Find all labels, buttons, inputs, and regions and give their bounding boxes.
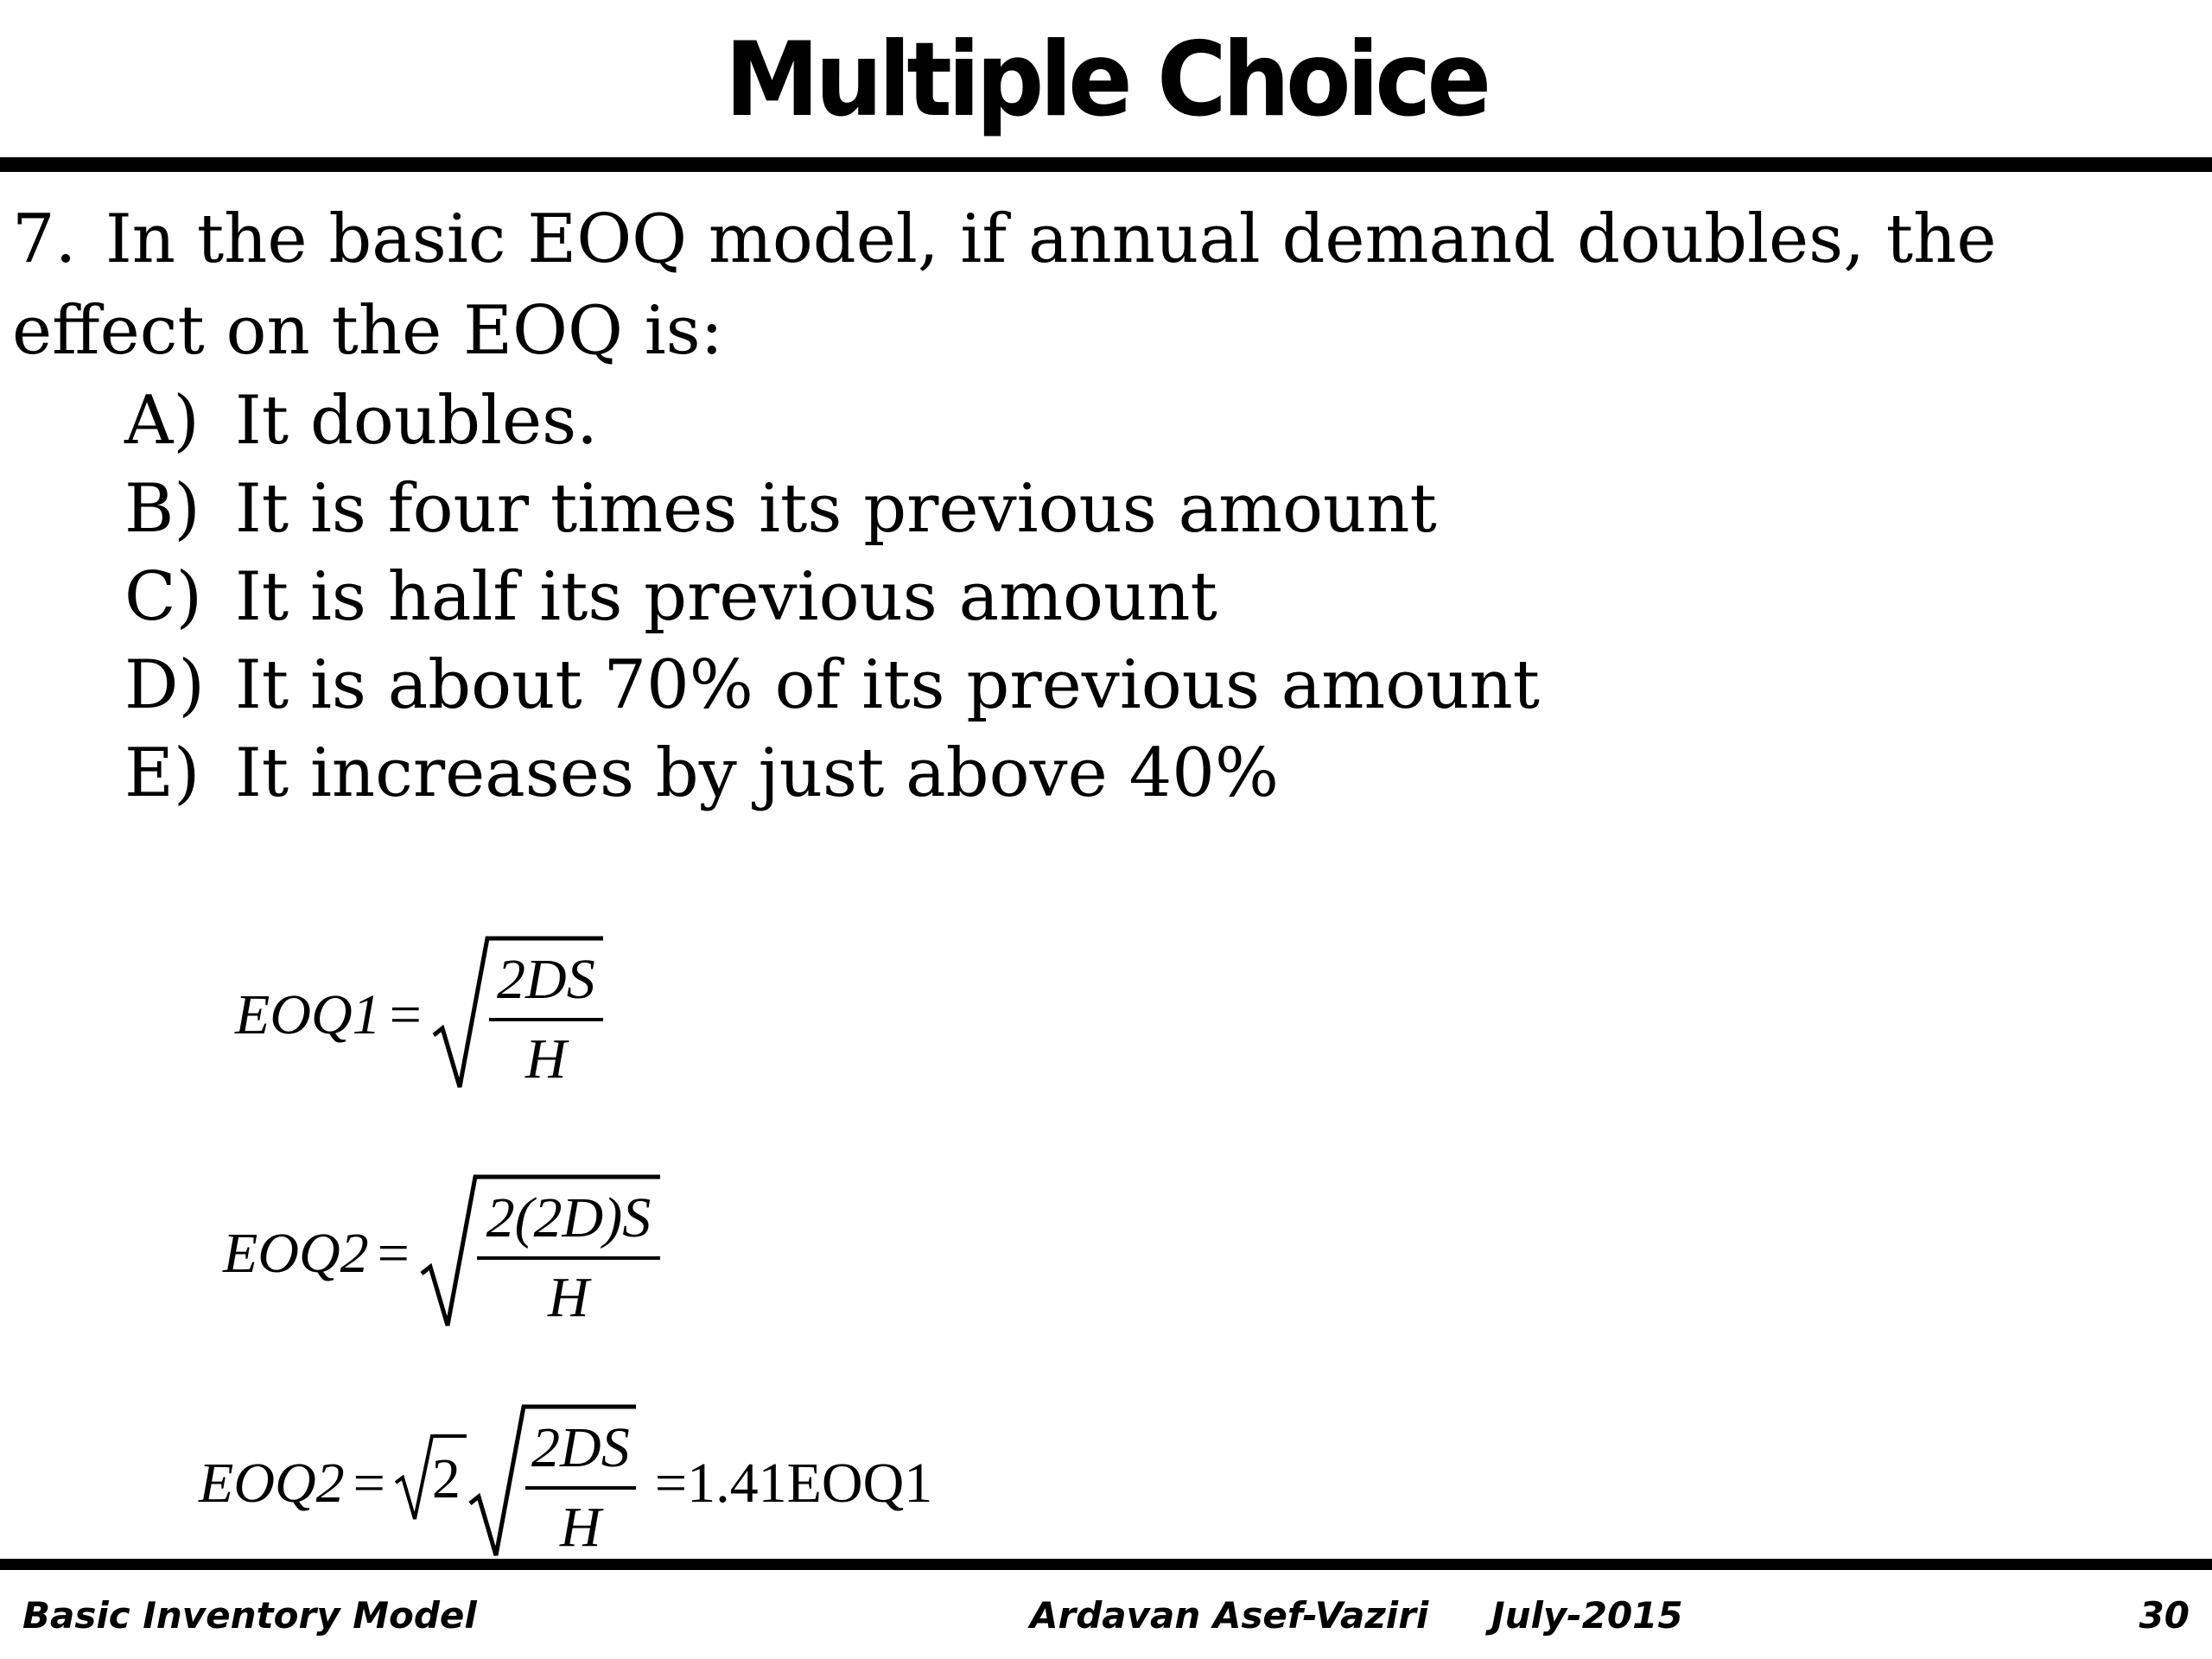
- formula-lhs: EOQ1: [235, 983, 381, 1046]
- denominator: H: [548, 1266, 589, 1329]
- option-b: [124, 465, 1540, 553]
- fraction: [489, 945, 603, 1094]
- option-letter: D): [124, 646, 205, 724]
- option-letter: E): [124, 734, 200, 812]
- fraction: [525, 1414, 636, 1562]
- option-letter: C): [124, 558, 203, 636]
- option-text: It doubles.: [235, 382, 598, 460]
- footer-divider: [0, 1559, 2212, 1570]
- formula-lhs: EOQ2: [223, 1222, 369, 1285]
- option-letter: A): [124, 382, 200, 460]
- formula-lhs: EOQ2: [199, 1452, 345, 1515]
- formula-rhs: =1.41EOQ1: [654, 1452, 933, 1515]
- option-text: It is four times its previous amount: [235, 470, 1437, 548]
- option-text: It is half its previous amount: [235, 558, 1217, 636]
- answer-options: [124, 377, 1540, 817]
- numerator: 2DS: [497, 948, 595, 1011]
- equals-sign: =: [353, 1452, 385, 1515]
- numerator: 2DS: [531, 1416, 630, 1479]
- square-root: [467, 1402, 636, 1566]
- option-text: It increases by just above 40%: [235, 734, 1279, 812]
- root-value: 2: [431, 1447, 461, 1510]
- option-text: It is about 70% of its previous amount: [235, 646, 1541, 724]
- option-e: [124, 729, 1540, 817]
- formula-eoq2-simplified: [199, 1402, 932, 1566]
- question: [12, 194, 2190, 377]
- formula-eoq2: [223, 1172, 660, 1336]
- denominator: H: [525, 1027, 567, 1090]
- page-number: 30: [2139, 1594, 2190, 1637]
- title-divider: [0, 157, 2212, 172]
- fraction-bar: [489, 1018, 603, 1021]
- slide-title: Multiple Choice: [724, 19, 1488, 140]
- equals-sign: =: [377, 1222, 410, 1285]
- question-number: 7.: [12, 200, 77, 278]
- option-d: [124, 641, 1540, 729]
- denominator: H: [560, 1496, 601, 1559]
- question-text: In the basic EOQ model, if annual demand doubles, the effect on the EOQ is:: [12, 200, 1997, 370]
- fraction-bar: [525, 1486, 636, 1490]
- fraction: [477, 1184, 660, 1332]
- formula-eoq1: [235, 933, 603, 1097]
- fraction-bar: [477, 1256, 660, 1260]
- footer-date: July-2015: [1491, 1594, 1683, 1637]
- option-a: [124, 377, 1540, 465]
- square-root: [418, 1172, 660, 1336]
- option-c: [124, 553, 1540, 641]
- square-root: [430, 933, 603, 1097]
- option-letter: B): [124, 470, 200, 548]
- numerator: 2(2D)S: [486, 1186, 652, 1249]
- square-root-small: [394, 1427, 467, 1531]
- footer-course: Basic Inventory Model: [22, 1594, 477, 1637]
- footer-author: Ardavan Asef-Vaziri: [1030, 1594, 1429, 1637]
- equals-sign: =: [389, 983, 422, 1046]
